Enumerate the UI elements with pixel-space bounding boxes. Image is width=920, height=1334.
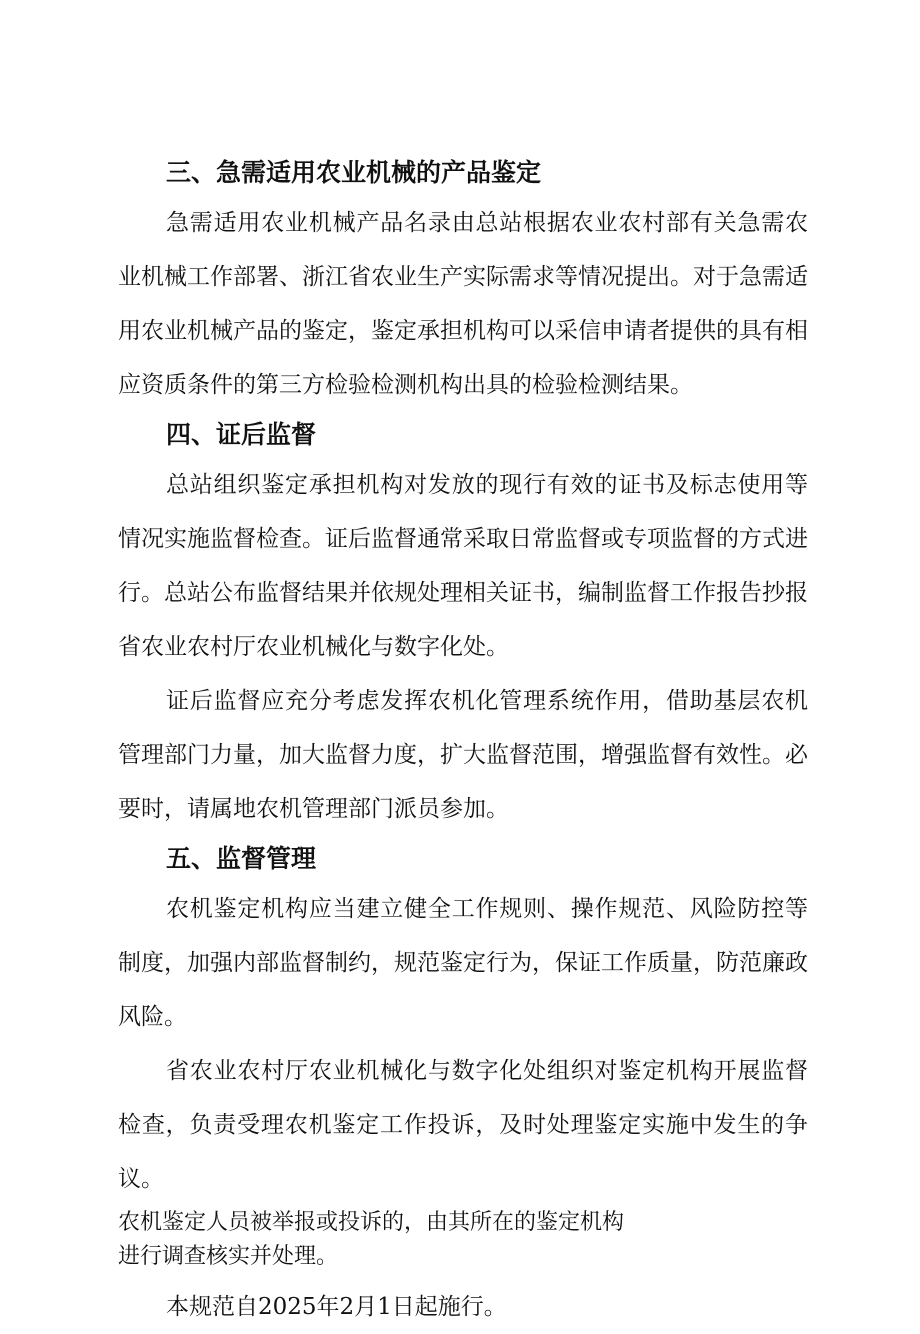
section-4-paragraph-2: 证后监督应充分考虑发挥农机化管理系统作用，借助基层农机管理部门力量，加大监督力度，扩大监督范围，增强监督有效性。必要时，请属地农机管理部门派员参加。 xyxy=(118,688,808,822)
section-5-tail-line-1: 农机鉴定人员被举报或投诉的，由其所在的鉴定机构 xyxy=(118,1210,625,1235)
section-3-paragraph-1: 急需适用农业机械产品名录由总站根据农业农村部有关急需农业机械工作部署、浙江省农业生产实际需求等情况提出。对于急需适用农业机械产品的鉴定，鉴定承担机构可以采信申请者提供的具有相应资质条件的第三方检验检测机构出具的检验检测结果。 xyxy=(118,210,808,398)
section-5-paragraph-1: 农机鉴定机构应当建立健全工作规则、操作规范、风险防控等制度，加强内部监督制约，规范鉴定行为，保证工作质量，防范廉政风险。 xyxy=(118,896,808,1030)
section-heading-4: 四、证后监督 xyxy=(166,420,317,449)
document-body xyxy=(118,150,808,1334)
section-4-paragraph-1: 总站组织鉴定承担机构对发放的现行有效的证书及标志使用等情况实施监督检查。证后监督通常采取日常监督或专项监督的方式进行。总站公布监督结果并依规处理相关证书，编制监督工作报告抄报省农业农村厅农业机械化与数字化处。 xyxy=(118,472,808,660)
closing-statement: 本规范自2025年2月1日起施行。 xyxy=(166,1294,507,1320)
section-5-paragraph-2: 省农业农村厅农业机械化与数字化处组织对鉴定机构开展监督检查，负责受理农机鉴定工作投诉，及时处理鉴定实施中发生的争议。 xyxy=(118,1058,808,1192)
section-heading-5: 五、监督管理 xyxy=(166,844,317,873)
section-5-tail-line-2: 进行调查核实并处理。 xyxy=(118,1244,339,1269)
section-heading-3: 三、急需适用农业机械的产品鉴定 xyxy=(166,158,542,187)
